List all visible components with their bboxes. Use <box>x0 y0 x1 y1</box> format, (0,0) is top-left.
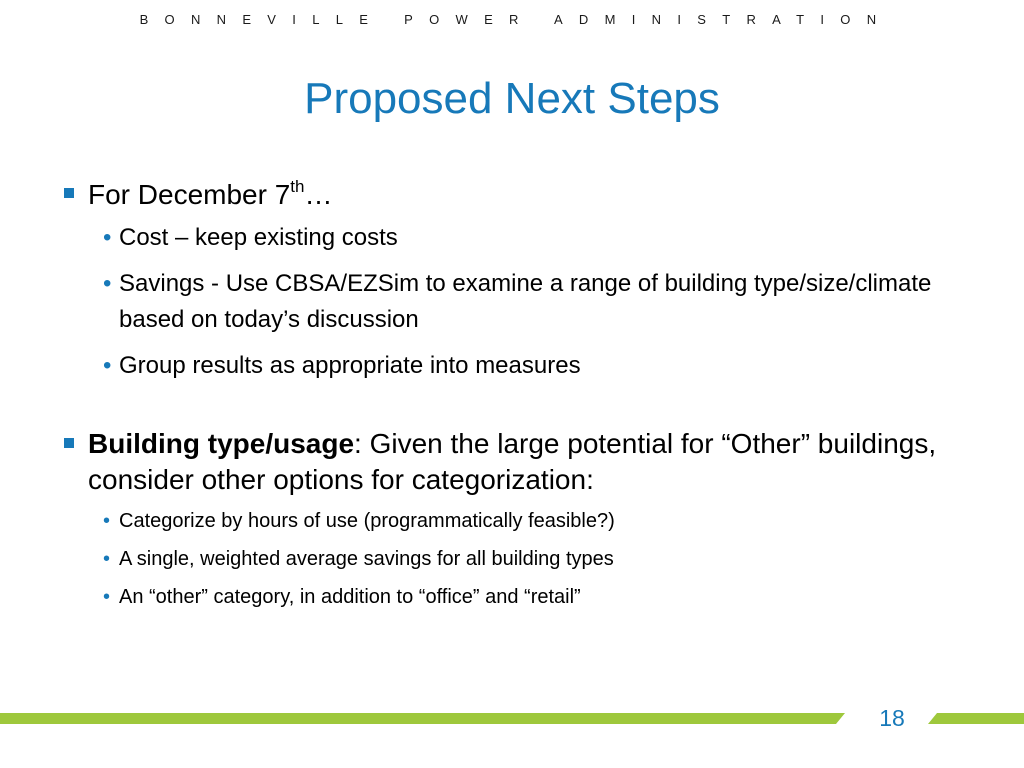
footer-bar-left <box>0 713 845 724</box>
round-bullet-icon: • <box>103 586 111 608</box>
bullet-date-sup: th <box>290 176 305 196</box>
sub-bullet-text: Categorize by hours of use (programmatically feasible?) <box>119 510 615 532</box>
bullet-date-text: For December 7 <box>88 179 291 210</box>
organization-header: BONNEVILLE POWER ADMINISTRATION <box>139 12 893 27</box>
round-bullet-icon: • <box>103 270 112 297</box>
round-bullet-icon: • <box>103 548 111 570</box>
sub-bullet-text: A single, weighted average savings for all building types <box>119 548 614 570</box>
bullet-text: : Given the large potential for “Other” buildings, consider other options for categorization: <box>88 428 937 495</box>
slide-title: Proposed Next Steps <box>304 74 720 123</box>
square-bullet-icon <box>64 188 74 198</box>
sub-bullet-other <box>64 578 964 616</box>
sub-bullet-savings <box>64 266 964 338</box>
sub-bullet-cost <box>64 220 964 256</box>
page-number: 18 <box>879 705 905 731</box>
sub-bullet-weighted <box>64 540 964 578</box>
round-bullet-icon: • <box>103 510 111 532</box>
footer-bar-right <box>928 713 1024 724</box>
sub-bullet-hours <box>64 502 964 540</box>
bullet-december <box>64 178 964 212</box>
sub-bullet-group <box>64 348 964 384</box>
bullet-date-tail: … <box>304 179 333 210</box>
sub-bullet-text: An “other” category, in addition to “office” and “retail” <box>119 586 581 608</box>
sub-bullet-text: Group results as appropriate into measures <box>119 352 581 379</box>
bullet-label: Building type/usage <box>88 428 355 459</box>
sub-bullet-text: Cost – keep existing costs <box>119 224 398 251</box>
slide-content <box>64 178 964 616</box>
round-bullet-icon: • <box>103 224 112 251</box>
square-bullet-icon <box>64 438 74 448</box>
round-bullet-icon: • <box>103 352 112 379</box>
bullet-building-type <box>64 426 964 498</box>
sub-bullet-text: Savings - Use CBSA/EZSim to examine a range of building type/size/climate based on today’s discussion <box>119 270 932 333</box>
